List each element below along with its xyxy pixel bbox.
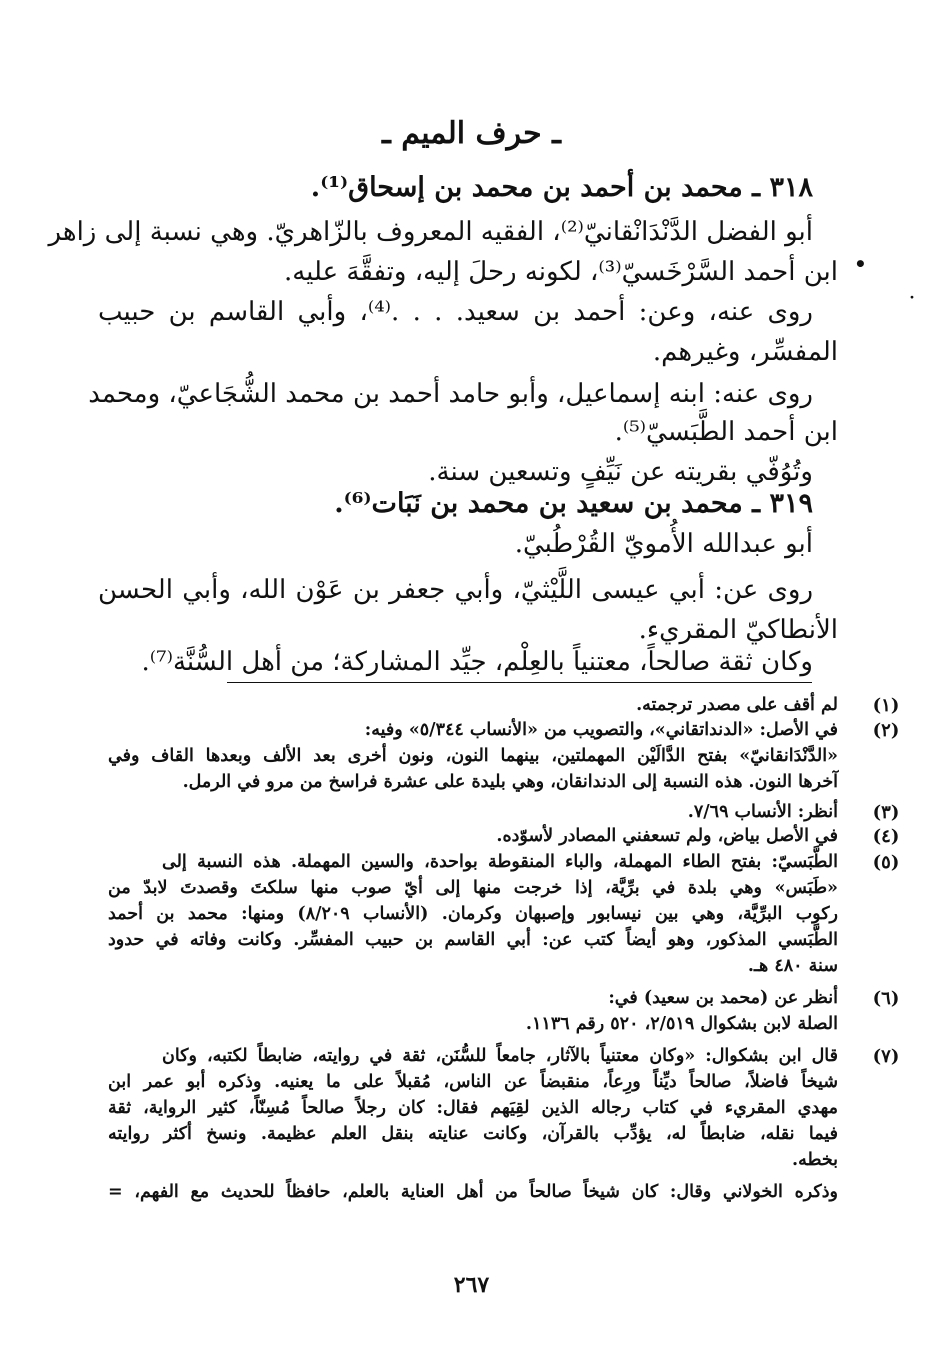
footnote-line: قال ابن بشكوال: «وكان معتنياً بالآثار، جامعاً للسُّنَن، ثقة في روايته، ضابطاً لكتبه، وكان	[162, 1046, 838, 1066]
text-line: المفسِّر، وغيرهم.	[652, 337, 838, 367]
footnote-number: (١)	[872, 695, 900, 716]
footnote-number: (٢)	[872, 720, 900, 741]
footnote-number: (٤)	[872, 826, 900, 847]
footnote-line: لم أقف على مصدر ترجمته.	[636, 695, 838, 715]
entry-heading: ٣١٩ ـ محمد بن سعيد بن محمد بن نَبَات⁽⁶⁾.	[334, 488, 813, 519]
footnote-number: (٦)	[872, 988, 900, 1009]
footnote-line: ركوب البرِّيَّة، وهي بين نيسابور وإصبهان وكرمان. (الأنساب ٨/٢٠٩) ومنها: محمد بن أحمد	[108, 904, 838, 924]
text-line: وكان ثقة صالحاً، معتنياً بالعِلْم، جيِّد المشاركة؛ من أهل السُّنَّة⁽⁷⁾.	[141, 647, 813, 677]
footnote-line: سنة ٤٨٠ هـ.	[747, 956, 838, 976]
footnote-line: في الأصل بياض، ولم تسعفني المصادر لأسوّده.	[496, 826, 838, 846]
entry-heading: ٣١٨ ـ محمد بن أحمد بن محمد بن إسحاق⁽¹⁾.	[310, 172, 813, 203]
footnote-line: في الأصل: «الدنداتقاني»، والتصويب من «الأنساب ٥/٣٤٤» وفيه:	[364, 720, 838, 740]
margin-dot: •	[854, 252, 867, 276]
footnote-line: الصلة لابن بشكوال ٢/٥١٩، ٥٢٠ رقم ١١٣٦.	[525, 1014, 838, 1034]
margin-dot: ˙	[907, 292, 917, 316]
footnote-line: فيما نقله، ضابطاً له، يؤدِّب بالقرآن، وكانت عنايته بنقل العلم عظيمة. ونسخ أكثر روايته	[108, 1124, 838, 1144]
chapter-title: ـ حرف الميم ـ	[382, 116, 561, 151]
footnote-line: أنظر عن (محمد بن سعيد) في:	[608, 988, 838, 1008]
footnote-line: بخطه.	[792, 1150, 838, 1170]
text-line: وتُوُفّي بقريته عن نَيِّفٍ وتسعين سنة.	[428, 457, 813, 487]
footnote-number: (٥)	[872, 852, 900, 873]
footnote-line: الطَّبَسي المذكور، وهو أيضاً كتب عن: أبي القاسم بن حبيب المفسِّر. وكانت وفاته في حدود	[108, 930, 838, 950]
text-line: ابن أحمد السَّرْخَسيّ⁽³⁾، لكونه رحلَ إليه، وتفقَّهَ عليه.	[283, 257, 838, 287]
page-number: ٢٦٧	[453, 1272, 490, 1298]
text-line: أبو عبدالله الأُمويّ القُرْطُبيّ.	[514, 529, 813, 559]
footnote-number: (٧)	[872, 1046, 900, 1067]
text-line: الأنطاكيّ المقريء.	[638, 615, 838, 645]
footnote-line: شيخاً فاضلاً، صالحاً ديِّناً ورِعاً، منقبضاً عن الناس، مُقبلاً على ما يعنيه. وذكره أبو عمر ابن	[108, 1072, 838, 1092]
footnote-line: «الدَّنْدَانقانيّ» بفتح الدَّالَيْن المهملتين، بينهما النون، ونون أخرى بعد الألف وبعدها القاف وفي	[108, 746, 838, 766]
footnote-line: الطَّبَسيّ: بفتح الطاء المهملة، والباء المنقوطة بواحدة، والسين المهملة. هذه النسبة إلى	[162, 852, 838, 872]
footnote-line: «طَبَس» وهي بلدة في برِّيَّة، إذا خرجت منها إلى أيّ صوب منها سلكتَ وقصدتَ لابدّ من	[108, 878, 838, 898]
text-line: ابن أحمد الطَّبَسيّ⁽⁵⁾.	[614, 417, 838, 447]
footnote-separator	[227, 682, 812, 683]
text-line: روى عنه: ابنه إسماعيل، وأبو حامد أحمد بن محمد الشُّجَاعيّ، ومحمد	[88, 379, 813, 409]
text-line: روى عنه، وعن: أحمد بن سعيد. . . .⁽⁴⁾، وأبي القاسم بن حبيب	[98, 297, 813, 327]
footnote-line: أنظر: الأنساب ٧/٦٩.	[687, 802, 838, 822]
footnote-line: مهدي المقريء في كتاب رجاله الذين لقِيَهم فقال: كان رجلاً صالحاً مُسِنّاً، كثير الرواية، ثقة	[108, 1098, 838, 1118]
footnote-number: (٣)	[872, 802, 900, 823]
text-line: روى عن: أبي عيسى اللَّيْثيّ، وأبي جعفر بن عَوْن الله، وأبي الحسن	[98, 575, 813, 605]
footnote-line: وذكره الخولاني وقال: كان شيخاً صالحاً من أهل العناية بالعلم، حافظاً للحديث مع الفهم، =	[108, 1182, 838, 1202]
footnote-line: آخرها النون. هذه النسبة إلى الدندانقان، وهي بليدة على عشرة فراسخ من مرو في الرمل.	[182, 772, 838, 792]
text-line: أبو الفضل الدَّنْدَانْقانيّ⁽²⁾، الفقيه المعروف بالزّاهريّ. وهي نسبة إلى زاهر	[48, 217, 813, 247]
